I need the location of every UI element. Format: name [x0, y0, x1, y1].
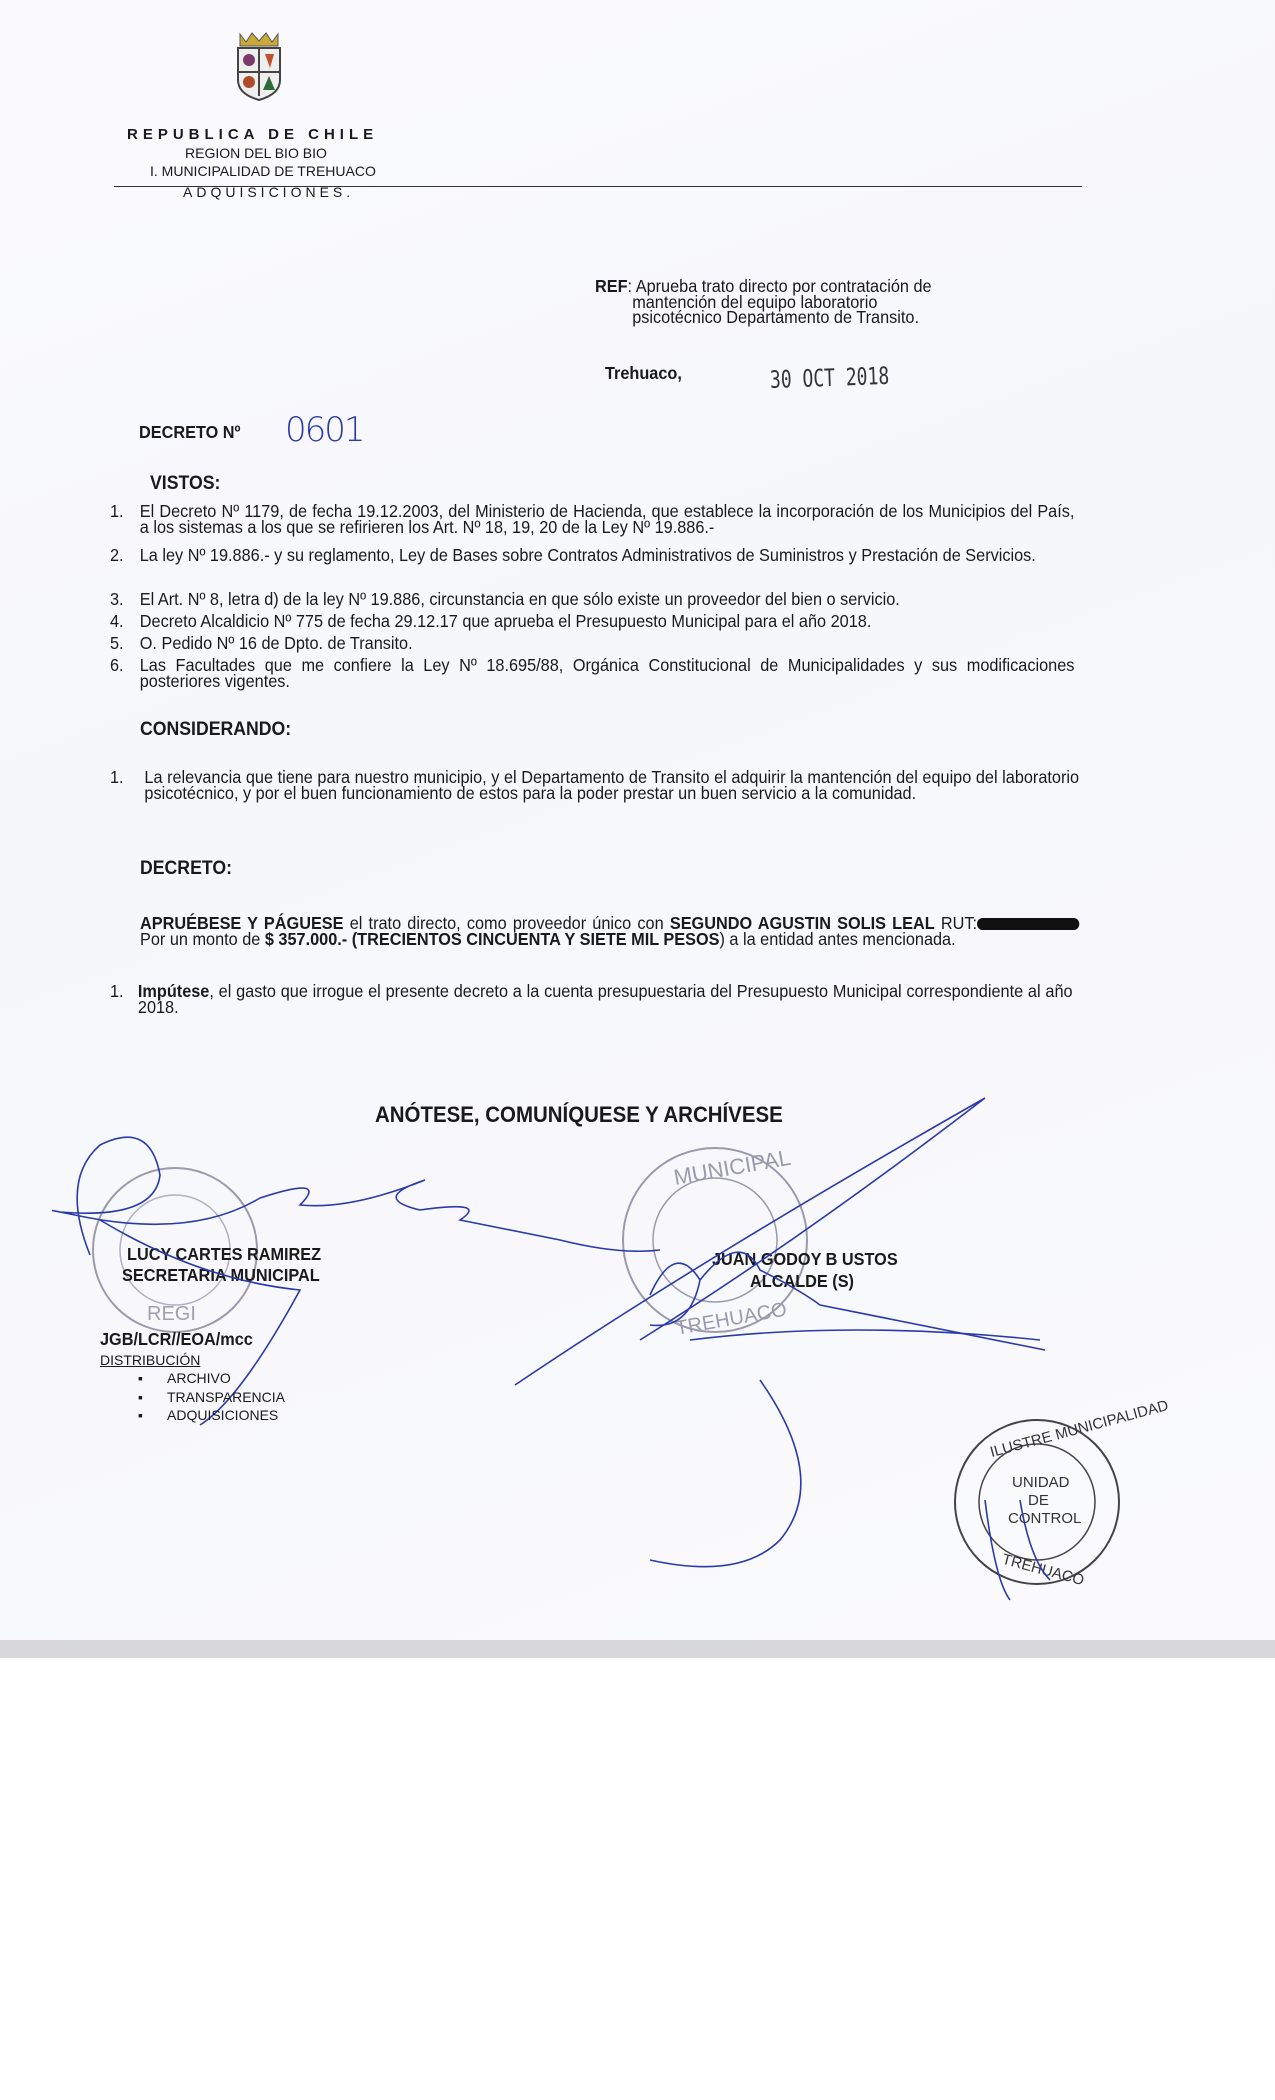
provider-name: SEGUNDO AGUSTIN SOLIS LEAL [669, 913, 935, 933]
distribution-item: ▪ ADQUISICIONES [138, 1407, 279, 1423]
svg-text:CONTROL: CONTROL [1008, 1510, 1082, 1527]
item-number: 3. [110, 589, 124, 609]
distribution-list [138, 1369, 285, 1425]
impute-keyword: Impútese [137, 981, 210, 1001]
item-text: Decreto Alcaldicio Nº 775 de fecha 29.12.17 que aprueba el Presupuesto Municipal para el año 2018. [139, 611, 872, 631]
department-label: ADQUISICIONES. [183, 184, 355, 200]
ref-colon: : [627, 276, 633, 296]
decreto-number: 0601 [285, 410, 364, 450]
svg-text:MUNICIPAL: MUNICIPAL [671, 1144, 793, 1190]
impute-text: , el gasto que irrogue el presente decreto a la cuenta presupuestaria del Presupuesto Municipal correspondiente al año 2018. [137, 981, 1073, 1017]
item-text: El Art. Nº 8, letra d) de la ley Nº 19.886, circunstancia en que sólo existe un proveedor del bien o servicio. [139, 589, 900, 609]
approve-keyword: APRUÉBESE Y PÁGUESE [140, 913, 344, 933]
item-number: 2. [110, 545, 124, 565]
distribution-item-label: ADQUISICIONES [167, 1407, 279, 1423]
amount-text: Por un monto de [140, 928, 265, 949]
amount-value: $ 357.000.- (TRECIENTOS CINCUENTA Y SIETE MIL PESOS [264, 928, 720, 949]
ref-line1: Aprueba trato directo por contratación de [635, 276, 932, 296]
considerando-title: CONSIDERANDO: [140, 719, 292, 740]
approve-paragraph [140, 913, 1079, 949]
date-stamp: 30 OCT 2018 [769, 361, 890, 394]
municipality-label: I. MUNICIPALIDAD DE TREHUACO [150, 163, 376, 179]
ref-line3: psicotécnico Departamento de Transito. [632, 307, 919, 327]
svg-text:UNIDAD: UNIDAD [1012, 1474, 1070, 1491]
ref-block [595, 276, 932, 327]
distribution-title: DISTRIBUCIÓN [100, 1352, 201, 1368]
distribution-item: ▪ TRANSPARENCIA [138, 1388, 285, 1405]
svg-text:TREHUACO: TREHUACO [1000, 1550, 1086, 1590]
item-text: Las Facultades que me confiere la Ley Nº 18.695/88, Orgánica Constitucional de Municipalidades y sus modificaciones posteriores vigentes. [139, 655, 1075, 691]
secretary-title: SECRETARIA MUNICIPAL [122, 1265, 320, 1285]
place-label: Trehuaco, [605, 363, 682, 383]
amount-close: ) a la entidad antes mencionada. [719, 928, 956, 949]
distribution-item-label: TRANSPARENCIA [167, 1388, 285, 1405]
decreto-label: DECRETO Nº [139, 422, 241, 442]
closing-formula: ANÓTESE, COMUNÍQUESE Y ARCHÍVESE [375, 1102, 783, 1127]
item-number: 5. [110, 633, 124, 653]
initials: JGB/LCR//EOA/mcc [100, 1329, 253, 1349]
item-number: 1. [110, 767, 124, 787]
svg-text:DE: DE [1028, 1492, 1049, 1509]
item-text: La ley Nº 19.886.- y su reglamento, Ley de Bases sobre Contratos Administrativos de Suministros y Prestación de Servicios. [139, 545, 1036, 565]
distribution-item-label: ARCHIVO [167, 1370, 231, 1386]
svg-text:ILUSTRE MUNICIPALIDAD: ILUSTRE MUNICIPALIDAD [988, 1397, 1171, 1462]
svg-text:TREHUACO: TREHUACO [674, 1298, 789, 1340]
item-text: El Decreto Nº 1179, de fecha 19.12.2003, del Ministerio de Hacienda, que establece la incorporación de los Municipios del País, a los sistemas a los que se refirieren los Art. Nº 18, 19, 20 de la Ley Nº 19.886.- [139, 501, 1075, 537]
mayor-title: ALCALDE (S) [750, 1271, 854, 1291]
decreto-section-title: DECRETO: [140, 858, 232, 879]
secretary-name: LUCY CARTES RAMIREZ [127, 1244, 322, 1264]
mayor-name: JUAN GODOY B USTOS [712, 1249, 898, 1269]
distribution-item: ▪ ARCHIVO [138, 1370, 231, 1386]
approve-text: el trato directo, como proveedor único con [343, 913, 670, 933]
item-number: 1. [110, 501, 124, 521]
scan-edge [0, 1640, 1275, 1658]
region-label: REGION DEL BIO BIO [185, 145, 327, 161]
coat-of-arms-icon [232, 30, 286, 102]
rut-redaction [977, 918, 1079, 930]
rut-label: RUT: [940, 913, 977, 933]
item-number: 6. [110, 655, 124, 675]
item-text: O. Pedido Nº 16 de Dpto. de Transito. [139, 633, 413, 653]
ref-line2: mantención del equipo laboratorio [632, 291, 878, 312]
item-number: 4. [110, 611, 124, 631]
stamp-text: REGI [147, 1303, 196, 1325]
ref-label: REF [595, 276, 628, 296]
item-number: 1. [110, 981, 124, 1001]
vistos-title: VISTOS: [150, 473, 221, 494]
republic-title: REPUBLICA DE CHILE [127, 126, 379, 143]
item-text: La relevancia que tiene para nuestro municipio, y el Departamento de Transito el adquirir la mantención del equipo del laboratorio psicotécnico, y por el buen funcionamiento de estos para la poder prestar un buen servicio a la comunidad. [144, 767, 1080, 803]
